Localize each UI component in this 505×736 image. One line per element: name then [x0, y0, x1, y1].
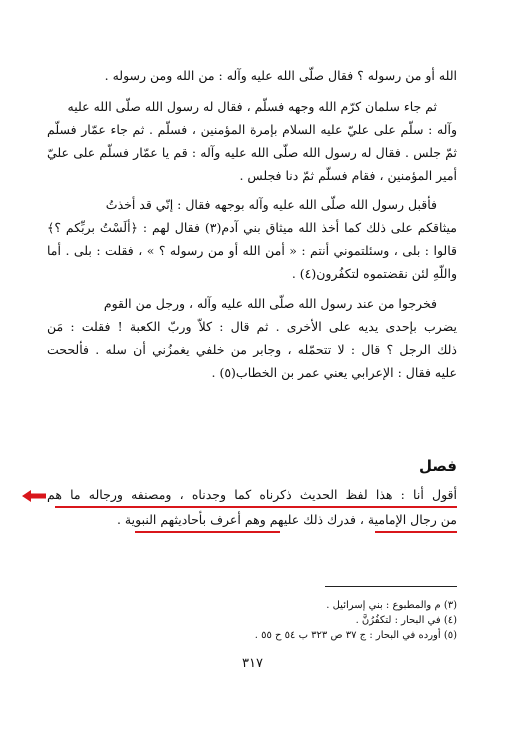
highlight-underline [55, 506, 457, 508]
highlighted-text-line: من رجال الإمامية ، فدرك ذلك عليهم وهم أعرف بأحاديثهم النبوية . [116, 512, 457, 527]
text-line: ثمّ جلس . فقال له رسول الله صلّى الله عليه وآله : قم يا عمّار فسلّم على عليّ [47, 145, 457, 160]
section-heading: فصل [419, 457, 457, 475]
text-line: قالوا : بلى ، وسئلتموني أنتم : « أمن الله أو من رسوله ؟ » ، فقلت : بلى . أما [47, 243, 457, 258]
highlighted-text-line: أقول أنا : هذا لفظ الحديث ذكرناه كما وجدناه ، ومصنفه ورجاله ما هم [47, 487, 457, 502]
text-line: أمير المؤمنين ، فقام فسلّم ثمّ دنا فجلس . [239, 168, 457, 183]
text-line: فأقبل رسول الله صلّى الله عليه وآله بوجهه فقال : إنّي قد أخذتُ [105, 197, 437, 212]
text-line: ذلك الرجل ؟ قال : لا تتحمّله ، وجابر من خلفي يغمزُني أن سله . فألححت [47, 342, 457, 357]
text-line: ميثاقكم على ذلك كما أخذ الله ميثاق بني آدم(٣) فقال لهم : ﴿ألَسْتُ بربِّكم ؟﴾ [47, 220, 457, 235]
footnote: (٥) أورده في البحار : ج ٣٧ ص ٣٢٣ ب ٥٤ ح ٥٥ . [254, 630, 457, 641]
text-line: واللّهِ لئن نقضتموه لتكفُرون(٤) . [291, 266, 457, 281]
text-line: عليه فقال : الإعرابي يعني عمر بن الخطاب(٥) . [211, 365, 457, 380]
left-arrow-icon [22, 490, 46, 502]
text-line: يضرب بإحدى يديه على الأخرى . ثم قال : كلاّ وربّ الكعبة ! فقلت : مَن [47, 319, 457, 334]
footnote: (٤) في البحار : لتكفُرُنَّ . [355, 615, 457, 626]
highlight-underline [135, 531, 280, 533]
highlight-underline [375, 531, 457, 533]
text-line: وآله : سلّم على عليّ عليه السلام بإمرة المؤمنين ، فسلّم . ثم جاء عمّار فسلّم [47, 122, 457, 137]
text-line: الله أو من رسوله ؟ فقال صلّى الله عليه وآله : من الله ومن رسوله . [104, 68, 457, 83]
text-line: فخرجوا من عند رسول الله صلّى الله عليه وآله ، ورجل من القوم [103, 296, 437, 311]
text-line: ثم جاء سلمان كرّم الله وجهه فسلّم ، فقال له رسول الله صلّى الله عليه [67, 99, 437, 114]
footnote: (٣) م والمطبوع : بني إسرائيل . [326, 600, 457, 611]
footnote-divider [325, 586, 457, 587]
page-number: ٣١٧ [242, 656, 263, 671]
